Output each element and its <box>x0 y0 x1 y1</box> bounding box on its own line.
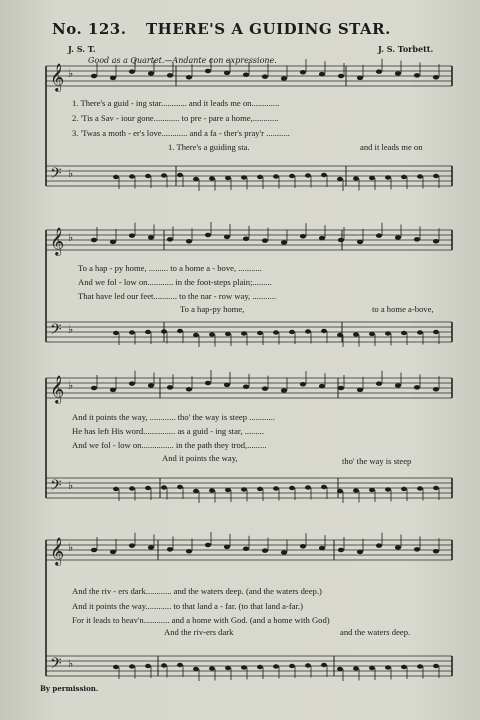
note-head <box>161 485 167 489</box>
permission-note: By permission. <box>40 684 99 693</box>
note-head <box>129 330 135 334</box>
note-head <box>113 487 119 491</box>
note-head <box>129 233 135 238</box>
note-head <box>91 238 97 243</box>
note-head <box>337 333 343 337</box>
note-head <box>281 550 287 555</box>
note-head <box>262 386 268 391</box>
note-head <box>148 71 154 76</box>
note-head <box>129 69 135 74</box>
note-head <box>262 238 268 243</box>
note-head <box>305 173 311 177</box>
note-head <box>167 385 173 390</box>
note-head <box>273 664 279 668</box>
note-head <box>129 543 135 548</box>
note-head <box>338 386 344 391</box>
note-head <box>205 233 211 238</box>
note-head <box>205 69 211 74</box>
note-head <box>241 175 247 179</box>
note-head <box>241 487 247 491</box>
note-head <box>353 488 359 492</box>
note-head <box>395 235 401 240</box>
bass-lyric: and the waters deep. <box>340 627 411 637</box>
note-head <box>225 332 231 336</box>
note-head <box>110 550 116 555</box>
note-head <box>241 665 247 669</box>
note-head <box>113 665 119 669</box>
note-head <box>193 667 199 671</box>
note-head <box>113 175 119 179</box>
note-head <box>129 664 135 668</box>
note-head <box>167 237 173 242</box>
note-head <box>289 486 295 490</box>
note-head <box>193 333 199 337</box>
note-head <box>376 233 382 238</box>
verse-line: For it leads to heav'n............ and a home with God. (and a home with God) <box>72 615 330 625</box>
treble-clef-icon: 𝄞 <box>50 375 65 403</box>
note-head <box>321 663 327 667</box>
note-head <box>281 240 287 245</box>
note-head <box>414 547 420 552</box>
note-head <box>177 329 183 333</box>
note-head <box>224 235 230 240</box>
note-head <box>300 382 306 387</box>
note-head <box>225 176 231 180</box>
bass-clef-icon: 𝄢 <box>50 655 62 676</box>
note-head <box>177 173 183 177</box>
note-head <box>129 486 135 490</box>
note-head <box>369 666 375 670</box>
bass-lyric: to a home a-bove, <box>372 304 434 314</box>
note-head <box>414 385 420 390</box>
tempo-marking: Good as a Quartet.—Andante con expressione. <box>88 56 277 65</box>
note-head <box>305 329 311 333</box>
note-head <box>337 177 343 181</box>
note-head <box>385 665 391 669</box>
bass-clef-icon: 𝄢 <box>50 477 62 498</box>
note-head <box>401 331 407 335</box>
note-head <box>376 69 382 74</box>
note-head <box>433 75 439 80</box>
note-head <box>337 667 343 671</box>
note-head <box>186 75 192 80</box>
verse-line: 2. 'Tis a Sav - iour gone............ to pre - pare a home,............ <box>72 113 279 123</box>
verse-line: 3. 'Twas a moth - er's love............ and a fa - ther's pray'r ........... <box>72 128 290 138</box>
verse-line: And it points the way............ to that land a - far. (to that land a-far.) <box>72 601 303 611</box>
note-head <box>300 234 306 239</box>
bass-lyric: 1. There's a guiding sta. <box>168 142 250 152</box>
note-head <box>145 664 151 668</box>
key-flat-icon: ♭ <box>68 67 74 80</box>
note-head <box>321 329 327 333</box>
note-head <box>257 487 263 491</box>
note-head <box>177 663 183 667</box>
note-head <box>414 73 420 78</box>
note-head <box>395 383 401 388</box>
note-head <box>273 174 279 178</box>
bass-lyric: To a hap-py home, <box>180 304 245 314</box>
note-head <box>145 174 151 178</box>
note-head <box>193 177 199 181</box>
note-head <box>262 74 268 79</box>
note-head <box>209 488 215 492</box>
bass-clef-icon: 𝄢 <box>50 165 62 186</box>
key-flat-icon: ♭ <box>68 323 74 336</box>
note-head <box>148 235 154 240</box>
note-head <box>319 236 325 241</box>
verse-line: And it points the way, ............ tho' the way is steep ............ <box>72 412 275 422</box>
note-head <box>395 71 401 76</box>
note-head <box>224 71 230 76</box>
verse-line: To a hap - py home, ......... to a home a - bove, ........... <box>78 263 262 273</box>
verse-line: And we fol - low on............... in the path they trod,......... <box>72 440 267 450</box>
note-head <box>369 176 375 180</box>
note-head <box>385 175 391 179</box>
note-head <box>338 238 344 243</box>
note-head <box>353 176 359 180</box>
verse-line: And the riv - ers dark............ and the waters deep. (and the waters deep.) <box>72 586 322 596</box>
note-head <box>305 485 311 489</box>
note-head <box>369 332 375 336</box>
note-head <box>91 74 97 79</box>
note-head <box>357 240 363 245</box>
note-head <box>209 176 215 180</box>
key-flat-icon: ♭ <box>68 379 74 392</box>
note-head <box>167 73 173 78</box>
note-head <box>433 330 439 334</box>
note-head <box>433 239 439 244</box>
note-head <box>243 384 249 389</box>
note-head <box>417 174 423 178</box>
key-flat-icon: ♭ <box>68 231 74 244</box>
key-flat-icon: ♭ <box>68 479 74 492</box>
note-head <box>167 547 173 552</box>
note-head <box>357 76 363 81</box>
note-head <box>401 175 407 179</box>
note-head <box>243 546 249 551</box>
note-head <box>177 485 183 489</box>
note-head <box>148 383 154 388</box>
note-head <box>186 239 192 244</box>
note-head <box>205 543 211 548</box>
bass-clef-icon: 𝄢 <box>50 321 62 342</box>
note-head <box>395 545 401 550</box>
note-head <box>353 332 359 336</box>
note-head <box>357 550 363 555</box>
verse-line: And we fol - low on............ in the foot-steps plain;......... <box>78 277 272 287</box>
note-head <box>300 544 306 549</box>
note-head <box>289 664 295 668</box>
note-head <box>417 330 423 334</box>
note-head <box>289 174 295 178</box>
note-head <box>414 237 420 242</box>
note-head <box>433 549 439 554</box>
note-head <box>433 174 439 178</box>
note-head <box>338 74 344 79</box>
note-head <box>110 240 116 245</box>
note-head <box>110 388 116 393</box>
key-flat-icon: ♭ <box>68 167 74 180</box>
note-head <box>319 72 325 77</box>
note-head <box>145 330 151 334</box>
note-head <box>417 664 423 668</box>
note-head <box>300 70 306 75</box>
note-head <box>376 543 382 548</box>
treble-clef-icon: 𝄞 <box>50 537 65 565</box>
verse-line: 1. There's a guid - ing star............ and it leads me on............. <box>72 98 280 108</box>
verse-line: He has left His word............... as a guid - ing star, ......... <box>72 426 265 436</box>
note-head <box>257 665 263 669</box>
note-head <box>433 486 439 490</box>
note-head <box>205 381 211 386</box>
note-head <box>129 381 135 386</box>
note-head <box>433 387 439 392</box>
key-flat-icon: ♭ <box>68 541 74 554</box>
note-head <box>243 236 249 241</box>
note-head <box>357 388 363 393</box>
bass-lyric: And the riv-ers dark <box>164 627 234 637</box>
key-flat-icon: ♭ <box>68 657 74 670</box>
note-head <box>224 383 230 388</box>
verse-line: That have led our feet........... to the nar - row way, ........... <box>78 291 276 301</box>
note-head <box>161 663 167 667</box>
note-head <box>321 485 327 489</box>
note-head <box>337 489 343 493</box>
note-head <box>385 487 391 491</box>
note-head <box>417 486 423 490</box>
note-head <box>338 548 344 553</box>
note-head <box>401 487 407 491</box>
note-head <box>321 173 327 177</box>
treble-clef-icon: 𝄞 <box>50 227 65 255</box>
note-head <box>257 331 263 335</box>
note-head <box>110 76 116 81</box>
hymn-number: No. 123. <box>52 20 127 38</box>
treble-clef-icon: 𝄞 <box>50 63 65 91</box>
note-head <box>262 548 268 553</box>
note-head <box>243 72 249 77</box>
note-head <box>161 173 167 177</box>
note-head <box>305 663 311 667</box>
note-head <box>281 76 287 81</box>
note-head <box>289 330 295 334</box>
bass-lyric: and it leads me on <box>360 142 423 152</box>
note-head <box>401 665 407 669</box>
lyricist: J. S. T. <box>68 44 96 54</box>
bass-lyric: tho' the way is steep <box>342 456 412 466</box>
note-head <box>209 666 215 670</box>
note-head <box>319 546 325 551</box>
note-head <box>369 488 375 492</box>
note-head <box>209 332 215 336</box>
note-head <box>113 331 119 335</box>
bass-lyric: And it points the way, <box>162 453 238 463</box>
note-head <box>186 387 192 392</box>
hymn-title: THERE'S A GUIDING STAR. <box>146 20 391 38</box>
note-head <box>186 549 192 554</box>
note-head <box>433 664 439 668</box>
note-head <box>353 666 359 670</box>
note-head <box>224 545 230 550</box>
note-head <box>129 174 135 178</box>
note-head <box>281 388 287 393</box>
note-head <box>257 175 263 179</box>
note-head <box>91 548 97 553</box>
note-head <box>193 489 199 493</box>
note-head <box>91 386 97 391</box>
composer: J. S. Torbett. <box>378 44 434 54</box>
note-head <box>225 666 231 670</box>
note-head <box>145 486 151 490</box>
note-head <box>376 381 382 386</box>
note-head <box>225 488 231 492</box>
note-head <box>319 384 325 389</box>
note-head <box>161 329 167 333</box>
note-head <box>241 331 247 335</box>
note-head <box>385 331 391 335</box>
note-head <box>273 486 279 490</box>
note-head <box>148 545 154 550</box>
note-head <box>273 330 279 334</box>
